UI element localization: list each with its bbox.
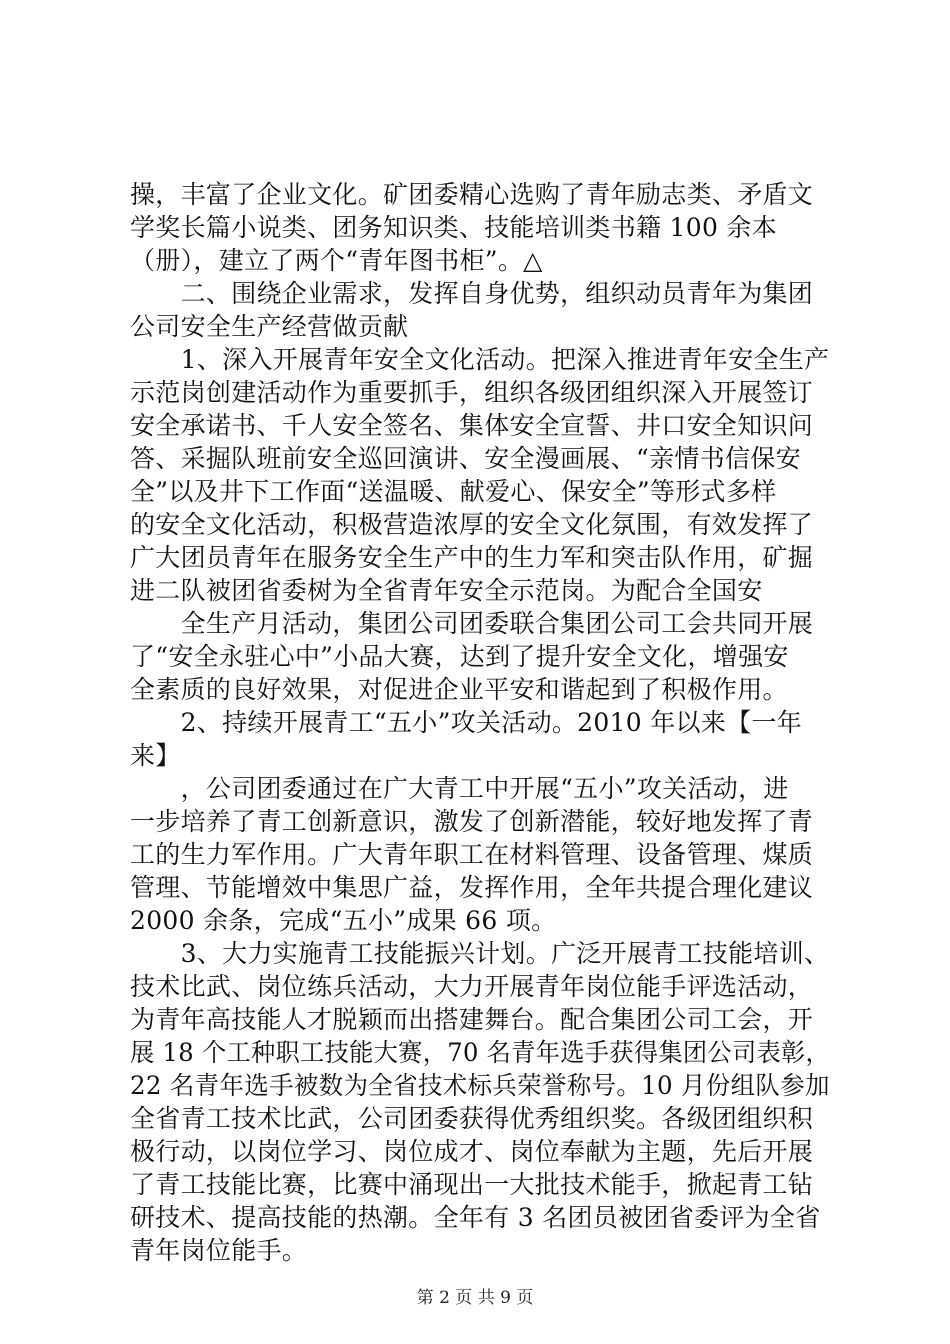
body-text-line: ，公司团委通过在广大青工中开展“五小”攻关活动，进 [130,774,789,803]
body-text-line: 全素质的良好效果，对促进企业平安和谐起到了积极作用。 [130,675,788,704]
body-text-line: 2000 余条，完成“五小”成果 66 项。 [130,906,557,935]
body-text-line: 青年岗位能手。 [130,1236,308,1265]
body-text-line: 全省青工技术比武，公司团委获得优秀组织奖。各级团组织积 [130,1104,814,1133]
body-text-line: 管理、节能增效中集思广益，发挥作用，全年共提合理化建议 [130,873,814,902]
section-heading-line: 二、围绕企业需求，发挥自身优势，组织动员青年为集团 [130,279,814,308]
body-text-line: 来】 [130,741,181,770]
body-text-line: 技术比武、岗位练兵活动，大力开展青年岗位能手评选活动， [130,972,814,1001]
body-text-line: 1、深入开展青年安全文化活动。把深入推进青年安全生产 [130,345,830,374]
body-text-line: 3、大力实施青工技能振兴计划。广泛开展青工技能培训、 [130,939,830,968]
body-text-line: 工的生力军作用。广大青年职工在材料管理、设备管理、煤质 [130,840,814,869]
page-number-footer: 第 2 页 共 9 页 [416,1288,534,1308]
body-text-line: 一步培养了青工创新意识，激发了创新潜能，较好地发挥了青 [130,807,814,836]
body-text-line: 示范岗创建活动作为重要抓手，组织各级团组织深入开展签订 [130,378,814,407]
body-text-line: 安全承诺书、千人安全签名、集体安全宣誓、井口安全知识问 [130,411,814,440]
body-text-line: 了“安全永驻心中”小品大赛，达到了提升安全文化，增强安 [130,642,789,671]
body-text-line: 进二队被团省委树为全省青年安全示范岗。为配合全国安 [130,576,763,605]
body-text-line: 广大团员青年在服务安全生产中的生力军和突击队作用，矿掘 [130,543,814,572]
body-text-line: 了青工技能比赛，比赛中涌现出一大批技术能手，掀起青工钻 [130,1170,814,1199]
body-text-line: 操，丰富了企业文化。矿团委精心选购了青年励志类、矛盾文 [130,180,814,209]
body-text-line: 学奖长篇小说类、团务知识类、技能培训类书籍 100 余本 [130,213,778,242]
body-text-line: 研技术、提高技能的热潮。全年有 3 名团员被团省委评为全省 [130,1203,821,1232]
body-text-line: 全生产月活动，集团公司团委联合集团公司工会共同开展 [130,609,814,638]
body-text-line: 全”以及井下工作面“送温暖、献爱心、保安全”等形式多样 [130,477,777,506]
body-text-line: 答、采掘队班前安全巡回演讲、安全漫画展、“亲情书信保安 [130,444,801,473]
section-heading-line: 公司安全生产经营做贡献 [130,312,409,341]
body-text-line: 极行动，以岗位学习、岗位成才、岗位奉献为主题，先后开展 [130,1137,814,1166]
body-text-line: 为青年高技能人才脱颖而出搭建舞台。配合集团公司工会，开 [130,1005,814,1034]
body-text-line: 22 名青年选手被数为全省技术标兵荣誉称号。10 月份组队参加 [130,1071,830,1100]
body-text-line: 的安全文化活动，积极营造浓厚的安全文化氛围，有效发挥了 [130,510,814,539]
body-text-line: （册），建立了两个“青年图书柜”。△ [130,246,543,275]
body-text-line: 展 18 个工种职工技能大赛，70 名青年选手获得集团公司表彰， [130,1038,831,1067]
body-text-line: 2、持续开展青工“五小”攻关活动。2010 年以来【一年 [130,708,803,737]
